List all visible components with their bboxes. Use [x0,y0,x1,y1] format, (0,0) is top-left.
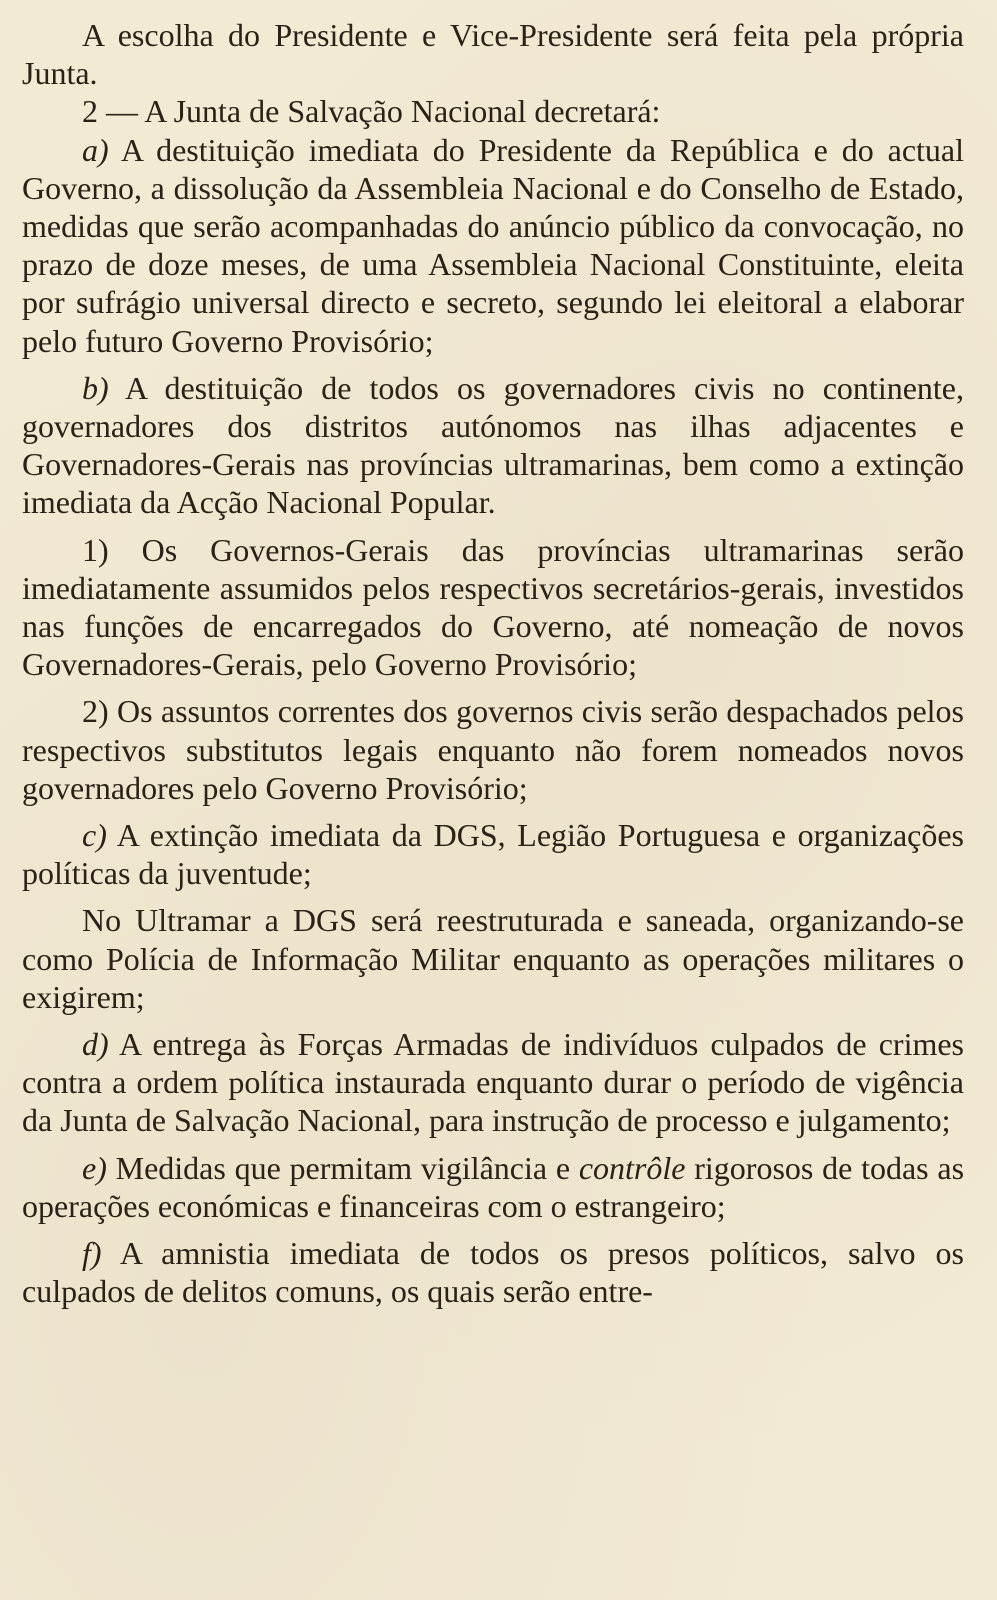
item-c-label: c) [82,817,107,854]
item-f-text: A amnistia imediata de todos os presos políticos, salvo os culpados de delitos comuns, os quais serão entre- [22,1235,965,1310]
document-body [22,16,964,1311]
point-2-text: 2 — A Junta de Salvação Nacional decretará: [82,93,661,130]
item-a-text: A destituição imediata do Presidente da República e do actual Governo, a dissolução da Assembleia Nacional e do Conselho de Estado, medidas que serão acompanhadas do anúncio público da convocação, no prazo de doze meses, de uma Assembleia Nacional Constituinte, eleita por sufrágio universal directo e secreto, segundo lei eleitoral a elaborar pelo futuro Governo Provisório; [22,131,965,359]
paragraph-ultramar [22,901,964,1016]
item-e-label: e) [82,1149,107,1186]
paragraph-item-d [22,1025,964,1140]
paragraph-point-2 [22,92,964,130]
paragraph-item-f [22,1234,964,1310]
intro-text: A escolha do Presidente e Vice-Presidente será feita pela própria Junta. [22,17,964,92]
item-e-italic-word: contrôle [578,1149,686,1186]
item-c-text: A extinção imediata da DGS, Legião Portuguesa e organizações políticas da juventude; [22,817,965,892]
paragraph-item-a [22,131,964,360]
paragraph-item-c [22,816,964,892]
item-b-label: b) [82,369,109,406]
paragraph-item-b1 [22,531,964,684]
item-b-text: A destituição de todos os governadores civis no continente, governadores dos distritos autónomos nas ilhas adjacentes e Governadores-Gerais nas províncias ultramarinas, bem como a extinção imediata da Acção Nacional Popular. [22,369,965,521]
item-a-label: a) [82,131,109,168]
paragraph-item-e [22,1149,964,1225]
item-e-text-before: Medidas que permitam vigilância e [115,1149,571,1186]
paragraph-intro [22,16,964,92]
item-d-label: d) [82,1026,109,1063]
item-b2-text: 2) Os assuntos correntes dos governos civis serão despachados pelos respectivos substitutos legais enquanto não forem nomeados novos governadores pelo Governo Provisório; [22,693,964,806]
item-f-label: f) [82,1235,102,1272]
item-b1-text: 1) Os Governos-Gerais das províncias ultramarinas serão imediatamente assumidos pelos respectivos secretários-gerais, investidos nas funções de encarregados do Governo, até nomeação de novos Governadores-Gerais, pelo Governo Provisório; [22,531,964,683]
item-e-text-after: rigorosos de todas as operações económicas e financeiras com o estrangeiro; [22,1149,965,1224]
ultramar-text: No Ultramar a DGS será reestruturada e saneada, organizando-se como Polícia de Informação Militar enquanto as operações militares o exigirem; [22,902,964,1015]
paragraph-item-b [22,369,964,522]
item-d-text: A entrega às Forças Armadas de indivíduos culpados de crimes contra a ordem política instaurada enquanto durar o período de vigência da Junta de Salvação Nacional, para instrução de processo e julgamento; [22,1026,965,1139]
paragraph-item-b2 [22,692,964,807]
